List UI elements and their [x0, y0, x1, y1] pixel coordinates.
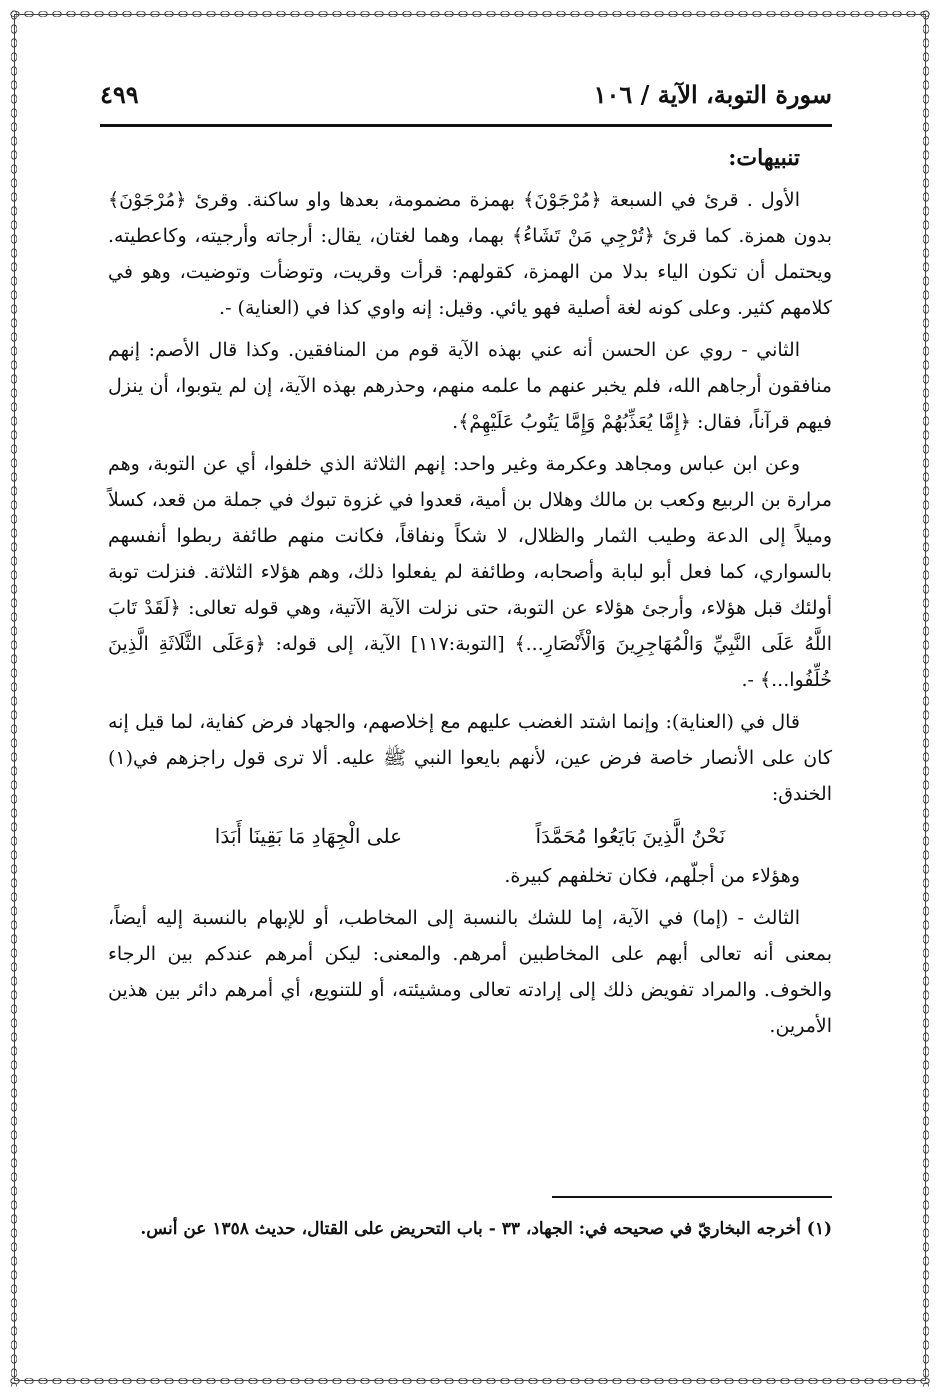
verse-first-hemistich: نَحْنُ الَّذِينَ بَايَعُوا مُحَمَّدَاً — [535, 824, 726, 848]
paragraph-third: الثالث - (إما) في الآية، إما للشك بالنسبة إلى المخاطب، أو للإبهام بالنسبة إليه أيضاً، بمعنى أنه تعالى أبهم على المخاطبين أمرهم. والمعنى: ليكن أمرهم عندكم بين الرجاء والخوف. والمراد تفويض ذلك إلى إرادته تعالى ومشيئته، أو للتنويع، أي أمرهم دائر بين هذين الأمرين. — [108, 907, 832, 1037]
footnote-divider — [552, 1196, 832, 1198]
footnote: (١) أخرجه البخاريّ في صحيحه في: الجهاد، ٣٣ - باب التحريض على القتال، حديث ١٣٥٨ عن أنس. — [140, 1219, 832, 1239]
section-heading: تنبيهات: — [728, 145, 800, 171]
poetry-verse — [148, 818, 792, 854]
verse-second-hemistich: على الْجِهَادِ مَا بَقِينَا أَبَدَا — [214, 824, 403, 848]
paragraph-ibn-abbas: وعن ابن عباس ومجاهد وعكرمة وغير واحد: إنهم الثلاثة الذي خلفوا، أي عن التوبة، وهم مرارة بن الربيع وكعب بن مالك وهلال بن أمية، قعدوا في غزوة تبوك في جملة من قعد، كسلاً وميلاً إلى الدعة وطيب الثمار والظلال، لا شكاً ونفاقاً، فكانت منهم طائفة ربطوا أنفسهم بالسواري، كما فعل أبو لبابة وأصحابه، وطائفة لم يفعلوا ذلك، وهم هؤلاء الثلاثة. فنزلت توبة أولئك قبل هؤلاء، وأرجئ هؤلاء عن التوبة، حتى نزلت الآية الآتية، وهي قوله تعالى: ﴿لَقَدْ تَابَ اللَّهُ عَلَى النَّبِيِّ وَالْمُهَاجِرِينَ وَالْأَنْصَارِ...﴾ [التوبة:١١٧] الآية، إلى قوله: ﴿وَعَلَى الثَّلَاثَةِ الَّذِينَ خُلِّفُوا...﴾ -. — [108, 453, 832, 691]
paragraph-after-verse: وهؤلاء من أجلّهم، فكان تخلفهم كبيرة. — [504, 865, 800, 887]
running-title: سورة التوبة، الآية / ١٠٦ — [593, 80, 832, 109]
paragraph-inaya: قال في (العناية): وإنما اشتد الغضب عليهم مع إخلاصهم، والجهاد فرض كفاية، لما قيل إنه كان على الأنصار خاصة فرض عين، لأنهم بايعوا النبي ﷺ عليه. ألا ترى قول راجزهم في(١) الخندق: — [108, 711, 832, 805]
page-header — [100, 80, 832, 127]
page-number: ٤٩٩ — [100, 80, 139, 109]
paragraph-first: الأول . قرئ في السبعة ﴿مُرْجَوْنَ﴾ بهمزة مضمومة، بعدها واو ساكنة. وقرئ ﴿مُرْجَوْنَ﴾ بدون همزة. كما قرئ ﴿تُرْجِي مَنْ تَشَاءُ﴾ بهما، وهما لغتان، يقال: أرجاته وأرجيته، وكاعطيته. ويحتمل أن تكون الياء بدلا من الهمزة، كقولهم: قرأت وقريت، وتوضأت وتوضيت، وهو في كلامهم كثير. وعلى كونه لغة أصلية فهو يائي. وقيل: إنه واوي كذا في (العناية) -. — [108, 189, 832, 319]
page-body — [108, 140, 832, 1050]
paragraph-second: الثاني - روي عن الحسن أنه عني بهذه الآية قوم من المنافقين. وكذا قال الأصم: إنهم منافقون أرجاهم الله، فلم يخبر عنهم ما علمه منهم، وحذرهم بهذه الآية، إن لم يتوبوا، أن ينزل فيهم قرآناً، فقال: ﴿إِمَّا يُعَذِّبُهُمْ وَإِمَّا يَتُوبُ عَلَيْهِمْ﴾. — [108, 339, 832, 433]
